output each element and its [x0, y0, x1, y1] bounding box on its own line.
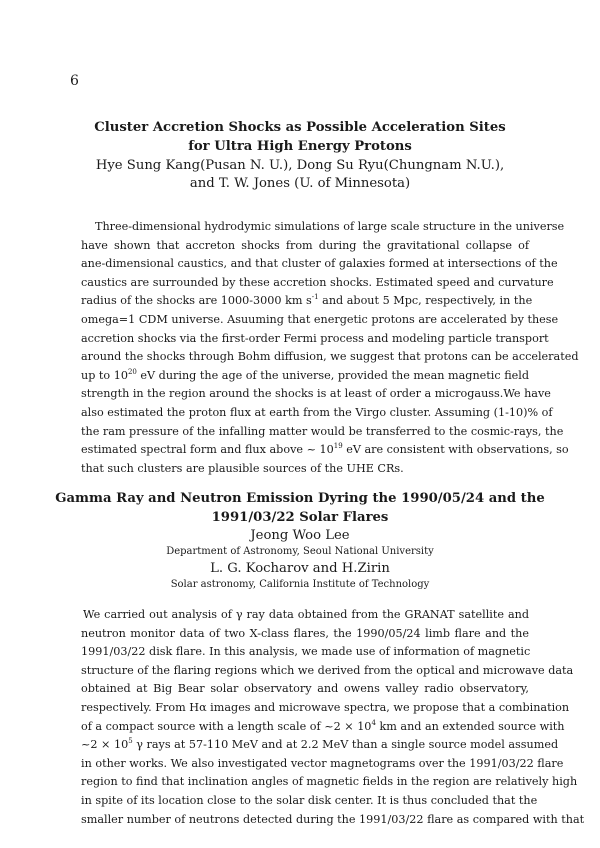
abstract-text: estimated spectral form and flux above ~ 10 [81, 443, 334, 457]
abstract-text: radius of the shocks are 1000-3000 km s [81, 294, 312, 308]
abstract-line: structure of the flaring regions which we derived from the optical and microwave data [81, 663, 574, 677]
abstract-line [81, 441, 569, 460]
abstract-line: caustics are surrounded by these accretion shocks. Estimated speed and curvature [81, 275, 554, 289]
abstract-line: We carried out analysis of γ ray data obtained from the GRANAT satellite and [83, 608, 529, 621]
superscript: 19 [333, 442, 343, 451]
abstract-line: the ram pressure of the infalling matter would be transferred to the cosmic-rays, the [81, 424, 564, 438]
abstract-line: in other works. We also investigated vector magnetograms over the 1991/03/22 flare [81, 756, 564, 770]
paper2-affiliation1: Department of Astronomy, Seoul National University [166, 546, 434, 557]
abstract-line: region to find that inclination angles of magnetic fields in the region are relatively high [81, 775, 578, 789]
abstract-line: strength in the region around the shocks is at least of order a microgauss.We have [81, 387, 551, 401]
abstract-line: Three-dimensional hydrodymic simulations of large scale structure in the universe [95, 220, 565, 233]
abstract-line [81, 718, 565, 737]
page-number: 6 [70, 73, 79, 89]
abstract-line: omega=1 CDM universe. Asuuming that energetic protons are accelerated by these [81, 312, 559, 326]
abstract-line [81, 292, 533, 311]
abstract-line: that such clusters are plausible sources of the UHE CRs. [81, 461, 404, 475]
abstract-line: have shown that accreton shocks from during the gravitational collapse of [81, 238, 529, 252]
abstract-text: γ rays at 57-110 MeV and at 2.2 MeV than a single source model assumed [132, 738, 559, 752]
abstract-text: of a compact source with a length scale of ~2 × 10 [81, 719, 372, 733]
abstract-line: obtained at Big Bear solar observatory and owens valley radio observatory, [81, 682, 529, 696]
abstract-line: around the shocks through Bohm diffusion, we suggest that protons can be accelerated [81, 350, 579, 364]
paper2-abstract [81, 606, 585, 829]
abstract-line: also estimated the proton flux at earth from the Virgo cluster. Assuming (1-10)% of [81, 405, 553, 419]
abstract-text: eV are consistent with observations, so [342, 443, 569, 457]
abstract-line [81, 736, 559, 755]
abstract-text: eV during the age of the universe, provided the mean magnetic field [136, 368, 530, 382]
abstract-line: ane-dimensional caustics, and that cluster of galaxies formed at intersections of the [81, 257, 558, 271]
abstract-text: km and an extended source with [375, 719, 565, 733]
paper1-authors-line1: Hye Sung Kang(Pusan N. U.), Dong Su Ryu(Chungnam N.U.), [95, 158, 505, 173]
abstract-line: smaller number of neutrons detected during the 1991/03/22 flare as compared with that [81, 812, 585, 826]
abstract-line: respectively. From Hα images and microwave spectra, we propose that a combination [81, 700, 570, 714]
paper1-title-line1: Cluster Accretion Shocks as Possible Acceleration Sites [94, 120, 506, 135]
paper1-authors-line2: and T. W. Jones (U. of Minnesota) [189, 176, 411, 191]
paper2-title-line1: Gamma Ray and Neutron Emission Dyring the 1990/05/24 and the [55, 491, 545, 506]
paper2-author2: L. G. Kocharov and H.Zirin [210, 561, 390, 576]
abstract-text: up to 10 [81, 368, 128, 382]
abstract-text: and about 5 Mpc, respectively, in the [318, 294, 533, 308]
abstract-text: ~2 × 10 [81, 738, 129, 752]
paper2-title-line2: 1991/03/22 Solar Flares [211, 510, 389, 525]
superscript: 4 [371, 718, 376, 727]
paper2-author1: Jeong Woo Lee [250, 528, 350, 543]
abstract-line: in spite of its location close to the solar disk center. It is thus concluded that the [81, 793, 538, 807]
abstract-line: 1991/03/22 disk flare. In this analysis, we made use of information of magnetic [81, 645, 531, 659]
abstract-line: neutron monitor data of two X-class flares, the 1990/05/24 limb flare and the [81, 626, 529, 640]
paper1-abstract [81, 218, 579, 478]
abstract-line [81, 367, 529, 386]
superscript: 5 [128, 737, 133, 746]
abstract-line: accretion shocks via the first-order Fermi process and modeling particle transport [81, 331, 549, 345]
superscript: -1 [311, 293, 319, 302]
paper2-affiliation2: Solar astronomy, California Institute of Technology [170, 579, 430, 590]
paper1-title-line2: for Ultra High Energy Protons [188, 139, 412, 154]
superscript: 20 [127, 367, 137, 376]
